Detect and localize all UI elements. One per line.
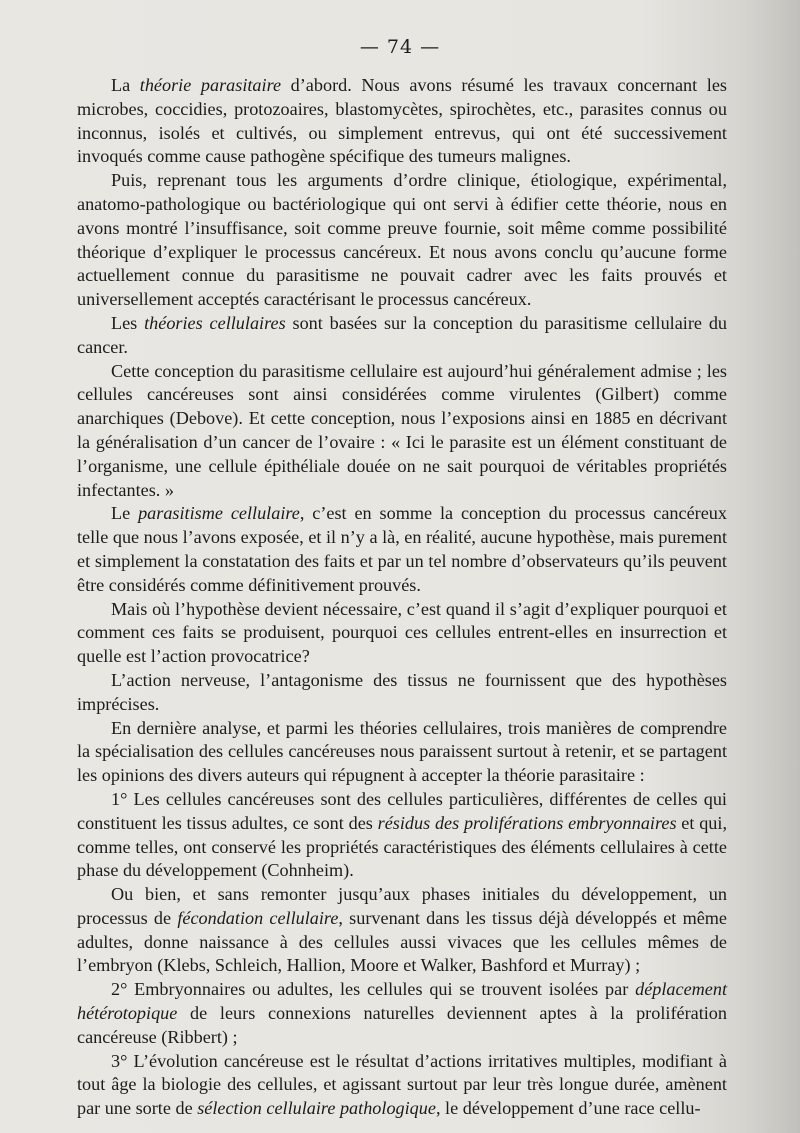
paragraph: [77, 717, 727, 788]
italic-text: déplacement hétérotopique: [77, 979, 727, 1024]
body-text: [77, 74, 727, 1121]
paragraph: [77, 788, 727, 883]
italic-text: théorie parasitaire: [139, 75, 282, 95]
text-run: sont basées sur la conception du parasitisme cellulaire du cancer.: [77, 312, 728, 357]
text-run: et qui, comme telles, ont conservé les propriétés caractéristiques des éléments cellulaires à cette phase du développement (Cohnheim).: [77, 812, 727, 881]
text-run: de leurs connexions naturelles deviennent aptes à la prolifération cancéreuse (Ribbert) ;: [77, 1003, 727, 1047]
italic-text: fécondation cellulaire: [177, 907, 339, 928]
paragraph: [77, 312, 727, 360]
text-run: Cette conception du parasitisme cellulaire est aujourd’hui généralement admise ; les cellules cancéreuses sont ainsi considérées comme virulentes (Gilbert) comme anarchiques (Debove). Et cette conception, nous l’exposions ainsi en 1885 en décrivant la généralisation d’un cancer de l’ovaire : « Ici le parasite est un élément constituant de l’organisme, une cellule épithéliale douée on ne sait pourquoi de véritables propriétés infectantes. »: [77, 360, 727, 500]
paragraph: [77, 669, 727, 717]
text-run: Puis, reprenant tous les arguments d’ordre clinique, étiologique, expérimental, anatomo-pathologique ou bactériologique qui ont servi à édifier cette théorie, nous en avons montré l’insuffisance, soit comme preuve fournie, soit même comme possibilité théorique d’expliquer le processus cancéreux. Et nous avons conclu qu’aucune forme actuellement connue du parasitisme ne pouvait cadrer avec les faits prouvés et universellement acceptés caractérisant le processus cancéreux.: [77, 170, 727, 310]
text-run: Les: [111, 312, 145, 333]
paragraph: [77, 502, 727, 597]
italic-text: parasitisme cellulaire: [138, 503, 300, 524]
text-run: Le: [111, 503, 139, 524]
text-run: , survenant dans les tissus déjà développés et même adultes, donne naissance à des cellules aussi vivaces que les cellules mêmes de l’embryon (Klebs, Schleich, Hallion, Moore et Walker, Bashford et Murray) ;: [77, 907, 728, 976]
italic-text: résidus des proliférations embryonnaires: [377, 812, 677, 833]
paragraph: [77, 598, 727, 669]
text-run: 3° L’évolution cancéreuse est le résultat d’actions irritatives multiples, modifiant à tout âge la biologie des cellules, et agissant surtout par leur très longue durée, amènent par une sorte de: [77, 1050, 727, 1119]
paragraph: [77, 169, 727, 312]
text-run: , le développement d’une race cellu-: [435, 1098, 701, 1119]
text-run: En dernière analyse, et parmi les théories cellulaires, trois manières de comprendre la spécialisation des cellules cancéreuses nous paraissent surtout à retenir, et se partagent les opinions des divers auteurs qui répugnent à accepter la théorie parasitaire :: [77, 717, 727, 786]
text-run: d’abord. Nous avons résumé les travaux concernant les microbes, coccidies, protozoaires, blastomycètes, spirochètes, etc., parasites connus ou inconnus, isolés et cultivés, ou simplement entrevus, qui ont été successivement invoqués comme cause pathogène spécifique des tumeurs malignes.: [77, 75, 727, 167]
paragraph: [77, 74, 727, 169]
paragraph: [77, 978, 727, 1049]
italic-text: théories cellulaires: [144, 312, 286, 333]
text-run: 2° Embryonnaires ou adultes, les cellules qui se trouvent isolées par: [111, 979, 636, 1000]
text-run: , c’est en somme la conception du processus cancéreux telle que nous l’avons exposée, et il n’y a là, en réalité, aucune hypothèse, mais purement et simplement la constatation des faits et par un tel nombre d’observateurs qu’ils peuvent être considérés comme définitivement prouvés.: [77, 503, 727, 595]
paragraph: [77, 1050, 727, 1121]
text-run: La: [111, 75, 140, 95]
page-number: — 74 —: [359, 36, 441, 58]
text-run: L’action nerveuse, l’antagonisme des tissus ne fournissent que des hypothèses imprécises.: [77, 669, 727, 714]
paragraph: [77, 883, 727, 978]
italic-text: sélection cellulaire pathologique: [197, 1098, 436, 1119]
text-run: Mais où l’hypothèse devient nécessaire, c’est quand il s’agit d’expliquer pourquoi et comment ces faits se produisent, pourquoi ces cellules entrent-elles en insurrection et quelle est l’action provocatrice?: [77, 598, 727, 667]
text-run: Ou bien, et sans remonter jusqu’aux phases initiales du développement, un processus de: [77, 884, 727, 928]
text-run: 1° Les cellules cancéreuses sont des cellules particulières, différentes de celles qui constituent les tissus adultes, ce sont des: [77, 788, 727, 833]
paragraph: [77, 360, 727, 503]
